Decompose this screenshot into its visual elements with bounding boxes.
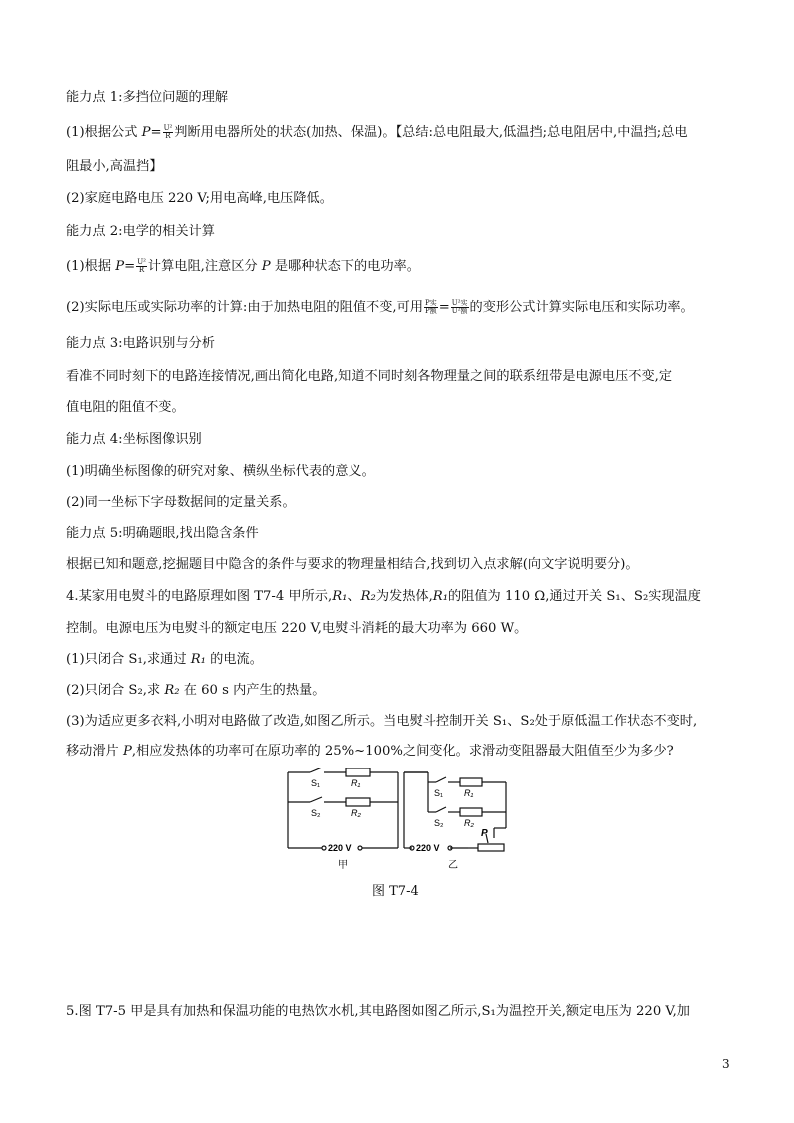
- ability-point-5-heading: 能力点 5:明确题眼,找出隐含条件: [66, 526, 259, 541]
- ability-point-4-heading: 能力点 4:坐标图像识别: [66, 432, 202, 447]
- label-jia: 甲: [338, 860, 348, 871]
- formula-u2-over-r: [163, 125, 174, 140]
- frac-denominator: R: [165, 132, 171, 140]
- ability-3-body: 看准不同时刻下的电路连接情况,画出简化电路,知道不同时刻各物理量之间的联系纽带是电源电压不变,定: [66, 369, 673, 384]
- label-voltage-jia: 220 V: [328, 843, 352, 853]
- label-r1-yi: R₁: [464, 788, 474, 798]
- subscript: ₁: [501, 714, 508, 729]
- ability-2-item-2: (2)实际电压或实际功率的计算:由于加热电阻的阻值不变,可用 $\frac{\text{P实}}{\text{P额}}$ = $\frac{\text{U²实}}{\text{U²额}}$ 的变形公式计算实际电压和实际功率。: [66, 299, 694, 315]
- text-segment: 处于原低温工作状态不变时,: [534, 714, 698, 729]
- question-5-line-1: [66, 1003, 690, 1021]
- text-segment: ,求通过: [142, 652, 191, 667]
- frac-denominator: P额: [425, 307, 437, 315]
- ratio-voltage: [451, 300, 469, 315]
- ability-3-body-cont: 值电阻的阻值不变。: [66, 400, 185, 415]
- symbol-r1: R₁: [432, 589, 448, 604]
- ability-point-1-heading: 能力点 1:多挡位问题的理解: [66, 90, 229, 105]
- text-segment: ,相应发热体的功率可在原功率的 25%~100%之间变化。求滑动变阻器最大阻值至少为多少?: [131, 744, 674, 759]
- ability-5-body: 根据已知和题意,挖掘题目中隐含的条件与要求的物理量相结合,找到切入点求解(向文字说明要分)。: [66, 557, 639, 572]
- frac-numerator: U²实: [451, 299, 468, 307]
- circuit-figure-t7-4: [280, 768, 520, 876]
- text-segment: 4.某家用电熨斗的电路原理如图 T7-4 甲所示,: [66, 589, 333, 604]
- text-segment: 为温控开关,额定电压为 220 V,加: [495, 1004, 690, 1019]
- label-voltage-yi: 220 V: [416, 843, 440, 853]
- subscript: ₁: [615, 589, 621, 604]
- frac-numerator: P实: [425, 299, 437, 307]
- text-segment: 实现温度: [648, 589, 701, 604]
- terminal: [322, 846, 326, 850]
- resistor-r2: [346, 798, 370, 806]
- ability-1-item-1: (1)根据公式 P= $\frac{\text{U²}}{R}$ 判断用电器所处的状态(加热、保温)。【总结:总电阻最大,低温挡;总电阻居中,中温挡;总电: [66, 124, 688, 140]
- subscript: ₁: [490, 1004, 496, 1019]
- ability-4-item-1: (1)明确坐标图像的研究对象、横纵坐标代表的意义。: [66, 464, 375, 479]
- label-s1-yi: S₁: [434, 788, 444, 798]
- frac-denominator: U²额: [451, 307, 468, 315]
- ability-4-item-2: (2)同一坐标下字母数据间的定量关系。: [66, 495, 296, 510]
- frac-numerator: U²: [137, 258, 146, 266]
- label-yi: 乙: [448, 860, 458, 871]
- label-r1: R₁: [351, 778, 361, 788]
- question-4-line-2: 控制。电源电压为电熨斗的额定电压 220 V,电熨斗消耗的最大功率为 660 W。: [66, 621, 528, 636]
- ability-point-3-heading: 能力点 3:电路识别与分析: [66, 336, 215, 351]
- formula-u2-over-r: [136, 259, 147, 274]
- ability-1-item-2: (2)家庭电路电压 220 V;用电高峰,电压降低。: [66, 191, 333, 206]
- question-4-sub-3-cont: [66, 743, 674, 761]
- question-4-line-1: [66, 588, 701, 606]
- resistor-r1: [346, 768, 370, 776]
- resistor-r1-yi: [460, 778, 482, 786]
- circuit-yi: [404, 772, 506, 851]
- frac-numerator: U²: [163, 124, 173, 132]
- figure-caption: 图 T7-4: [372, 884, 419, 899]
- label-s2-yi: S₂: [434, 818, 444, 828]
- text-segment: ,求: [142, 683, 165, 698]
- text-segment: 、: [347, 589, 361, 604]
- text-segment: 判断用电器所处的状态(加热、保温)。【总结:总电阻最大,低温挡;总电阻居中,中温挡;总电: [174, 125, 688, 140]
- label-r2-yi: R₂: [464, 818, 474, 828]
- rheostat: [478, 844, 504, 851]
- text-segment: 的电流。: [205, 652, 263, 667]
- text-segment: 为发热体,: [375, 589, 433, 604]
- text-segment: (1)只闭合 S: [66, 652, 138, 667]
- text-segment: (1)根据: [66, 259, 116, 274]
- label-s1: S₁: [311, 778, 321, 788]
- text-segment: (3)为适应更多衣料,小明对电路做了改造,如图乙所示。当电熨斗控制开关 S: [66, 714, 502, 729]
- subscript: ₂: [529, 714, 535, 729]
- symbol-p: P: [115, 259, 125, 274]
- text-segment: 在 60 s 内产生的热量。: [179, 683, 326, 698]
- resistor-r2-yi: [460, 808, 482, 816]
- ratio-power: [424, 300, 438, 315]
- text-segment: (2)只闭合 S: [66, 683, 138, 698]
- question-4-sub-2: [66, 682, 325, 700]
- text-segment: (2)实际电压或实际功率的计算:由于加热电阻的阻值不变,可用: [66, 300, 424, 315]
- terminal: [358, 846, 362, 850]
- circuit-jia: [288, 768, 398, 850]
- symbol-p: P: [261, 259, 271, 274]
- symbol-r1: R₁: [190, 652, 206, 667]
- text-segment: 计算电阻,注意区分: [147, 259, 262, 274]
- ability-point-2-heading: 能力点 2:电学的相关计算: [66, 224, 215, 239]
- symbol-r1: R₁: [332, 589, 348, 604]
- frac-denominator: R: [138, 266, 145, 274]
- text-segment: 的阻值为 110 Ω,通过开关 S: [448, 589, 616, 604]
- label-s2: S₂: [311, 808, 321, 818]
- ability-1-item-1-cont: 阻最小,高温挡】: [66, 159, 163, 174]
- text-segment: 的变形公式计算实际电压和实际功率。: [469, 300, 694, 315]
- text-segment: 、S: [507, 714, 530, 729]
- text-segment: (1)根据公式: [66, 125, 142, 140]
- ability-2-item-1: (1)根据 P= $\frac{\text{U²}}{R}$ 计算电阻,注意区分 P 是哪种状态下的电功率。: [66, 258, 420, 274]
- subscript: ₁: [137, 652, 143, 667]
- text-segment: 5.图 T7-5 甲是具有加热和保温功能的电热饮水机,其电路图如图乙所示,S: [66, 1004, 491, 1019]
- symbol-r2: R₂: [360, 589, 376, 604]
- page-number: 3: [722, 1057, 730, 1071]
- label-r2: R₂: [351, 808, 361, 818]
- question-4-sub-1: [66, 651, 263, 669]
- text-segment: 、S: [620, 589, 643, 604]
- subscript: ₂: [137, 683, 143, 698]
- text-segment: 移动滑片: [66, 744, 123, 759]
- label-slider-p: P: [481, 828, 488, 839]
- subscript: ₂: [642, 589, 649, 604]
- symbol-r2: R₂: [164, 683, 180, 698]
- symbol-p: P: [141, 125, 151, 140]
- symbol-p: P: [122, 744, 132, 759]
- question-4-sub-3: [66, 713, 697, 731]
- text-segment: 是哪种状态下的电功率。: [270, 259, 420, 274]
